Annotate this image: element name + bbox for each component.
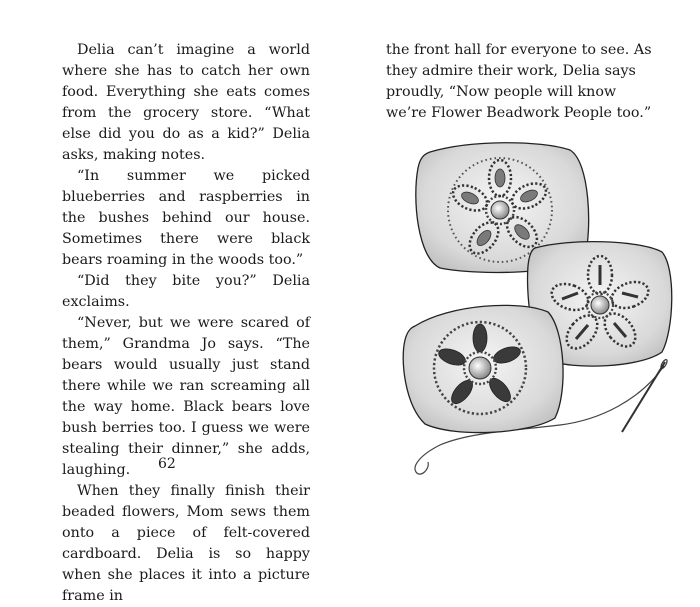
page-number: 62 bbox=[158, 456, 176, 472]
needle-icon bbox=[622, 359, 668, 432]
paragraph-4: “Never, but we were scared of them,” Grandma Jo says. “The bears would usually just stand there while we ran screaming all the way home. Black bears love bush berries too. I guess we were stealing their dinner,” she adds, laughing. bbox=[62, 315, 310, 478]
beadwork-illustration bbox=[380, 135, 680, 485]
beaded-patch-bottom bbox=[403, 305, 563, 432]
paragraph-1: Delia can’t imagine a world where she has to catch her own food. Everything she eats comes from the grocery store. “What else did you do as a kid?” Delia asks, making notes. bbox=[62, 42, 310, 163]
paragraph-5: When they finally finish their beaded flowers, Mom sews them onto a piece of felt-covered cardboard. Delia is so happy when she places it into a picture frame in bbox=[62, 483, 310, 604]
right-page bbox=[386, 40, 654, 124]
paragraph-continued: the front hall for everyone to see. As they admire their work, Delia says proudly, “Now people will know we’re Flower Beadwork People too.” bbox=[386, 42, 652, 121]
paragraph-2: “In summer we picked blueberries and raspberries in the bushes behind our house. Sometimes there were black bears roaming in the woods too.” bbox=[62, 168, 310, 268]
left-page bbox=[62, 40, 310, 607]
paragraph-3: “Did they bite you?” Delia exclaims. bbox=[62, 273, 310, 310]
